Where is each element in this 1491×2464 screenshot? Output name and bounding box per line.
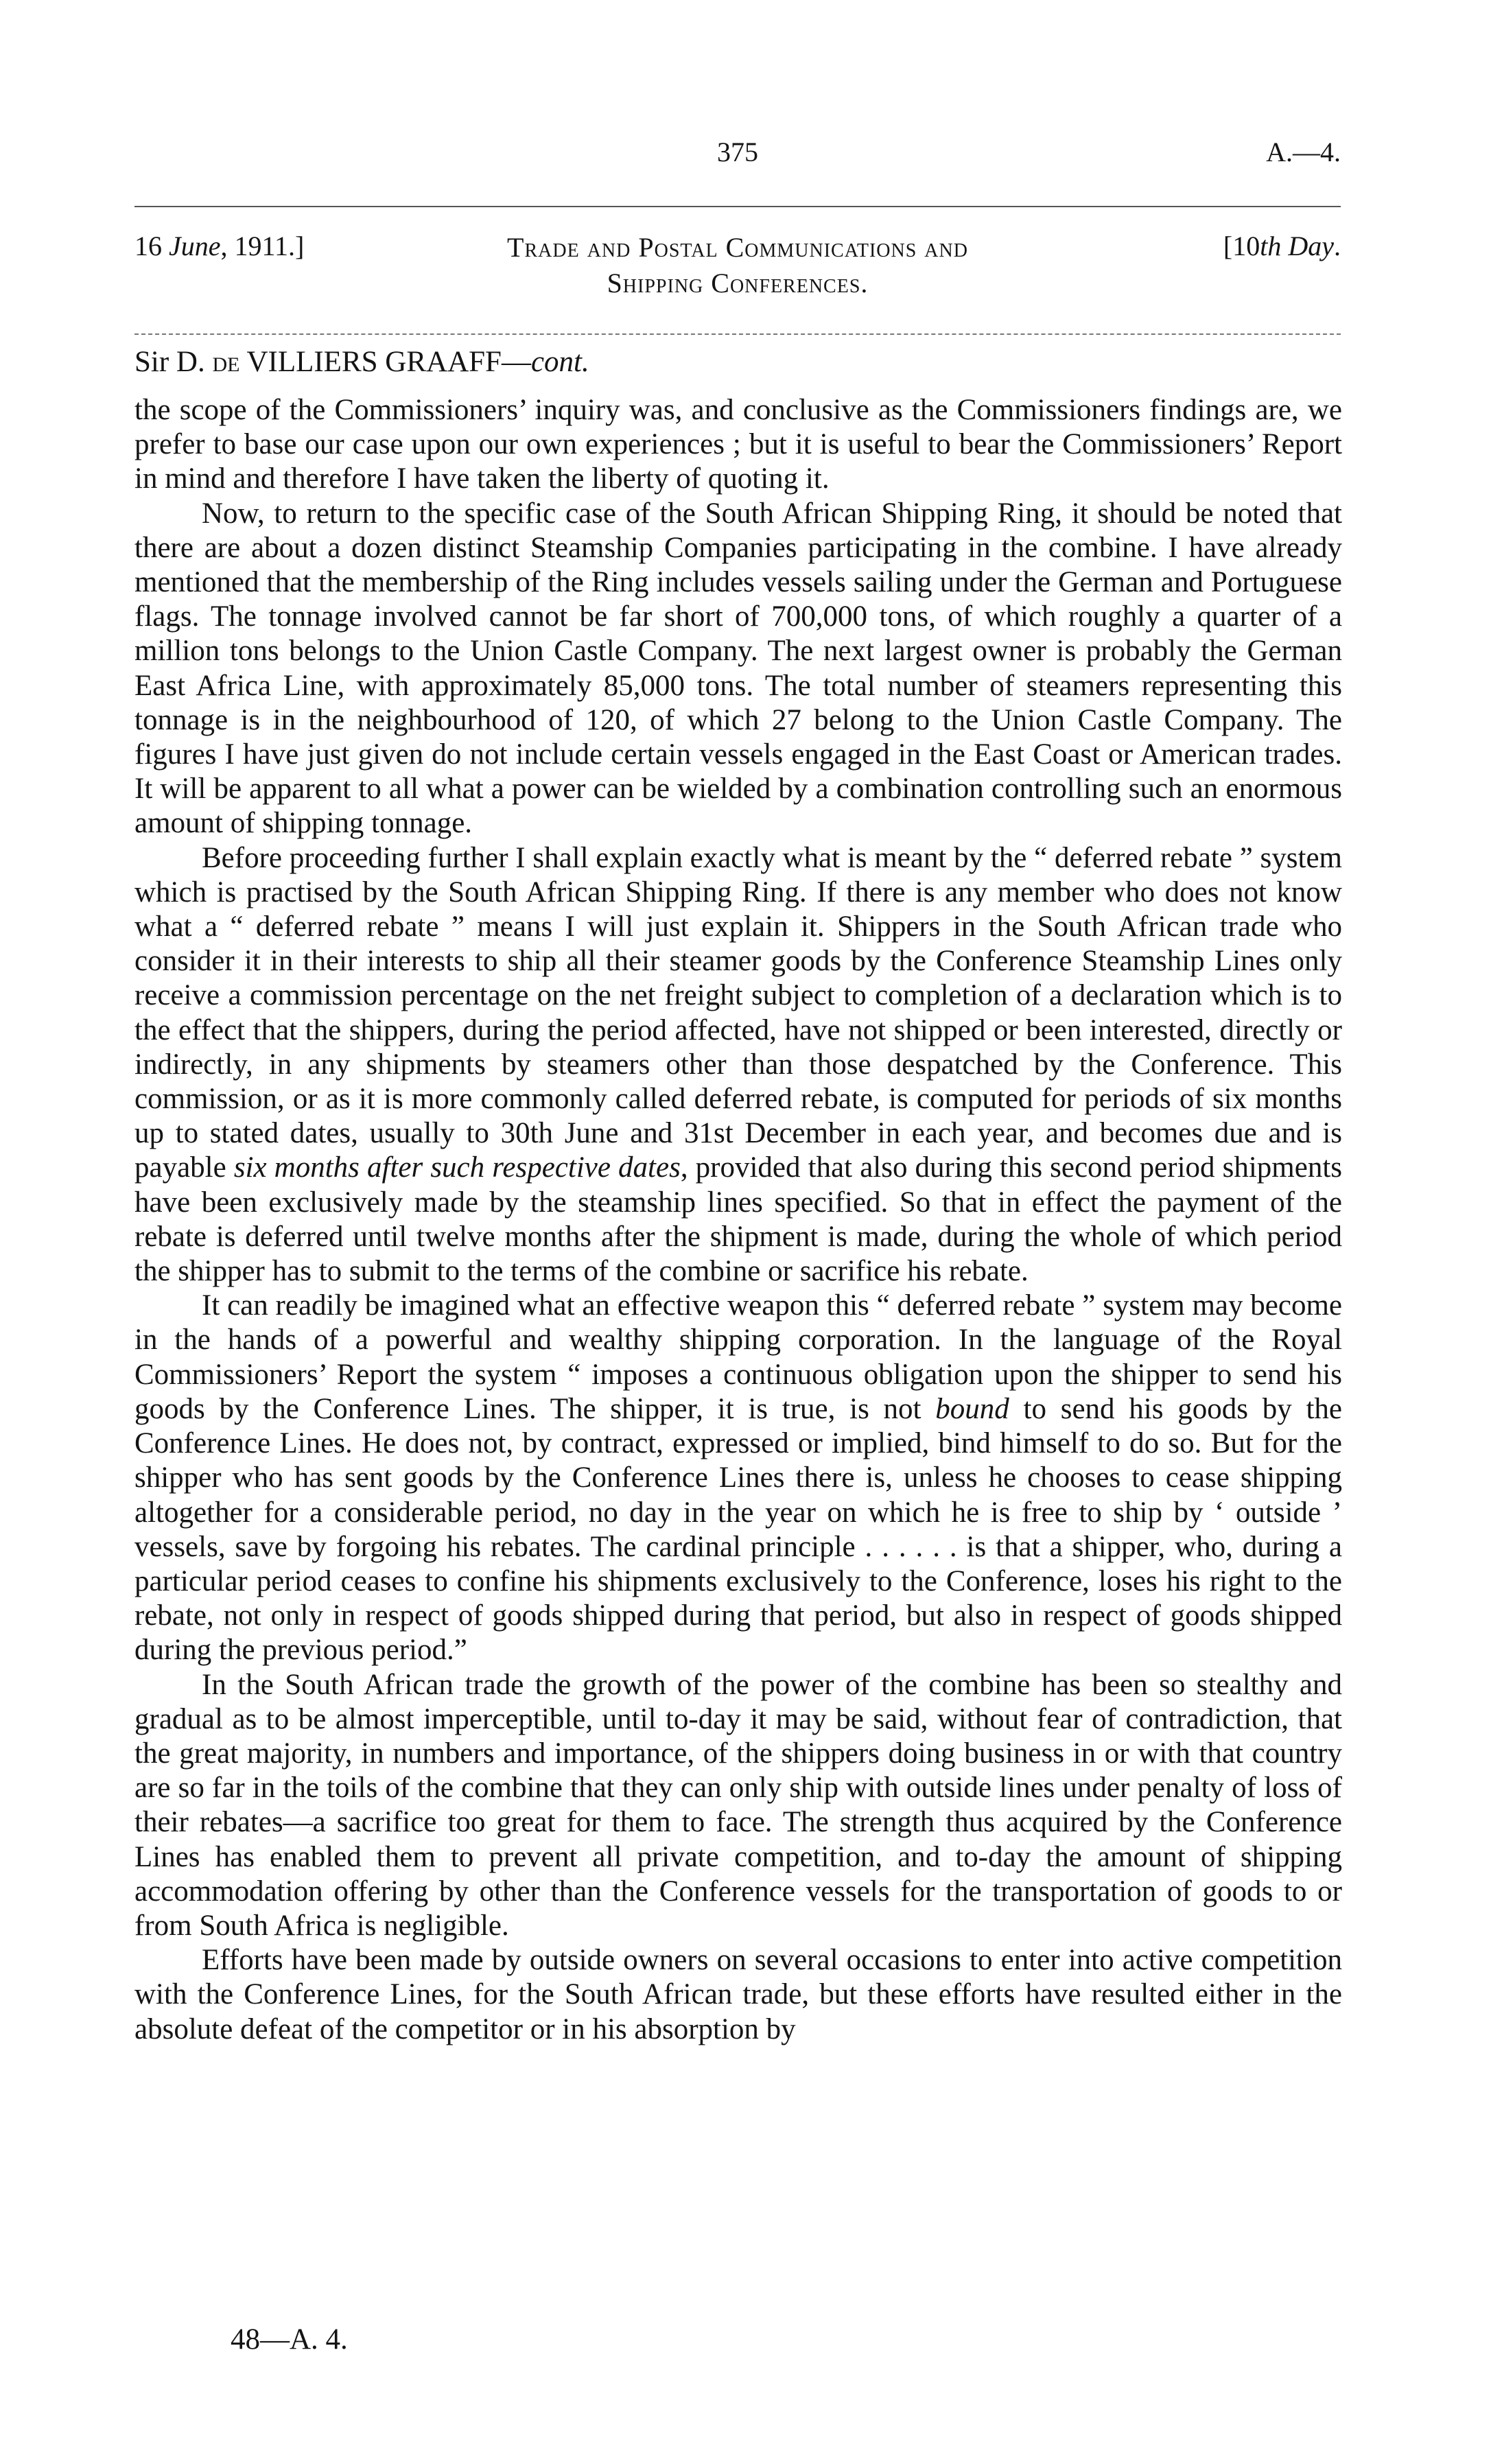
page-top-line [134, 136, 1341, 177]
paragraph-3-emphasis: six months after such respective dates [233, 1151, 681, 1184]
speaker-particle: de [212, 346, 240, 378]
speaker-continued: cont. [530, 346, 589, 378]
header-title [134, 230, 1341, 301]
paragraph-5: In the South African trade the growth of the power of the combine has been so stealthy and gradual as to be almost imperceptible, until to-day it may be said, without fear of contradiction, that the great majority, in numbers and importance, of the shippers doing business in or with that country are so far in the toils of the combine that they can only ship with outside lines under penalty of loss of their rebates—a sacrifice too great for them to face. The strength thus acquired by the Conference Lines has enabled them to prevent all private competition, and to-day the amount of shipping accommodation offering by other than the Conference vessels for the transportation of goods to or from South Africa is negligible. [134, 1668, 1342, 1942]
paragraph-3-part-2: , provided that also during this second period shipments have been exclusively made by the steamship lines specified. So that in effect the payment of the rebate is deferred until twelve months after the shipment is made, during the whole of which period the shipper has to submit to the terms of the combine or sacrifice his rebate. [134, 1151, 1343, 1288]
header-day: [10th Day. [1223, 231, 1341, 261]
speaker-heading [134, 344, 589, 380]
paragraph-4-part-1: It can readily be imagined what an effective weapon this “ deferred rebate ” system may become in the hands of a powerful and wealthy shipping corporation. In the language of the Royal Commissioners’ Report the system “ imposes a continuous obligation upon the shipper to send his goods by the Conference Lines. The shipper, it is true, is not [134, 1289, 1342, 1425]
paragraph-2: Now, to return to the specific case of the South African Shipping Ring, it should be noted that there are about a dozen distinct Steamship Companies participating in the combine. I have already mentioned that the membership of the Ring includes vessels sailing under the German and Portuguese flags. The tonnage involved cannot be far short of 700,000 tons, of which roughly a quarter of a million tons belongs to the Union Castle Company. The next largest owner is probably the German East Africa Line, with approximately 85,000 tons. The total number of steamers representing this tonnage is in the neighbourhood of 120, of which 27 belong to the Union Castle Company. The figures I have just given do not include certain vessels engaged in the East Coast or American trades. It will be apparent to all what a power can be wielded by a combination controlling such an enormous amount of shipping tonnage. [134, 497, 1342, 840]
paragraph-1: the scope of the Commissioners’ inquiry was, and conclusive as the Commissioners findings are, we prefer to base our case upon our own experiences ; but it is useful to bear the Commissioners’ Report in mind and therefore I have taken the liberty of quoting it. [134, 394, 1342, 495]
header-rule-bottom [134, 333, 1341, 335]
header-title-line-2: Shipping Conferences. [607, 268, 869, 298]
printer-signature: 48—A. 4. [231, 2323, 348, 2356]
speaker-prefix: Sir D. [134, 346, 213, 378]
paragraph-3 [134, 841, 1342, 1289]
paragraph-6: Efforts have been made by outside owners on several occasions to enter into active competition with the Conference Lines, for the South African trade, but these efforts have resulted either in the absolute defeat of the competitor or in his absorption by [134, 1944, 1342, 2045]
paper-reference: A.—4. [1266, 137, 1341, 167]
paragraph-4-part-2: to send his goods by the Conference Lines. He does not, by contract, expressed or implied, bind himself to do so. But for the shipper who has sent goods by the Conference Lines there is, unless he chooses to cease shipping altogether for a considerable period, no day in the year on which he is free to ship by ‘ outside ’ vessels, save by forgoing his rebates. The cardinal principle . . . . . . is that a shipper, who, during a particular period ceases to confine his shipments exclusively to the Conference, loses his right to the rebate, not only in respect of goods shipped during that period, but also in respect of goods shipped during the previous period.” [134, 1392, 1343, 1667]
page-number: 375 [717, 137, 758, 167]
paragraph-3-part-1: Before proceeding further I shall explain exactly what is meant by the “ deferred rebate ” system which is practised by the South African Shipping Ring. If there is any member who does not know what a “ deferred rebate ” means I will just explain it. Shippers in the South African trade who consider it in their interests to ship all their steamer goods by the Conference Steamship Lines only receive a commission percentage on the net freight subject to completion of a declaration which is to the effect that the shippers, during the period affected, have not shipped or been interested, directly or indirectly, in any shipments by steamers other than those despatched by the Conference. This commission, or as it is more commonly called deferred rebate, is computed for periods of six months up to stated dates, usually to 30th June and 31st December in each year, and becomes due and is payable [134, 841, 1342, 1184]
paragraph-4-emphasis: bound [935, 1392, 1009, 1425]
header-rule-top [134, 206, 1341, 207]
paragraph-4 [134, 1289, 1342, 1667]
speaker-name: VILLIERS GRAAFF— [239, 346, 531, 378]
running-header [134, 230, 1341, 319]
header-title-line-1: Trade and Postal Communications and [507, 232, 968, 263]
header-date: 16 June, 1911.] [134, 231, 305, 261]
body-text [134, 393, 1342, 2047]
